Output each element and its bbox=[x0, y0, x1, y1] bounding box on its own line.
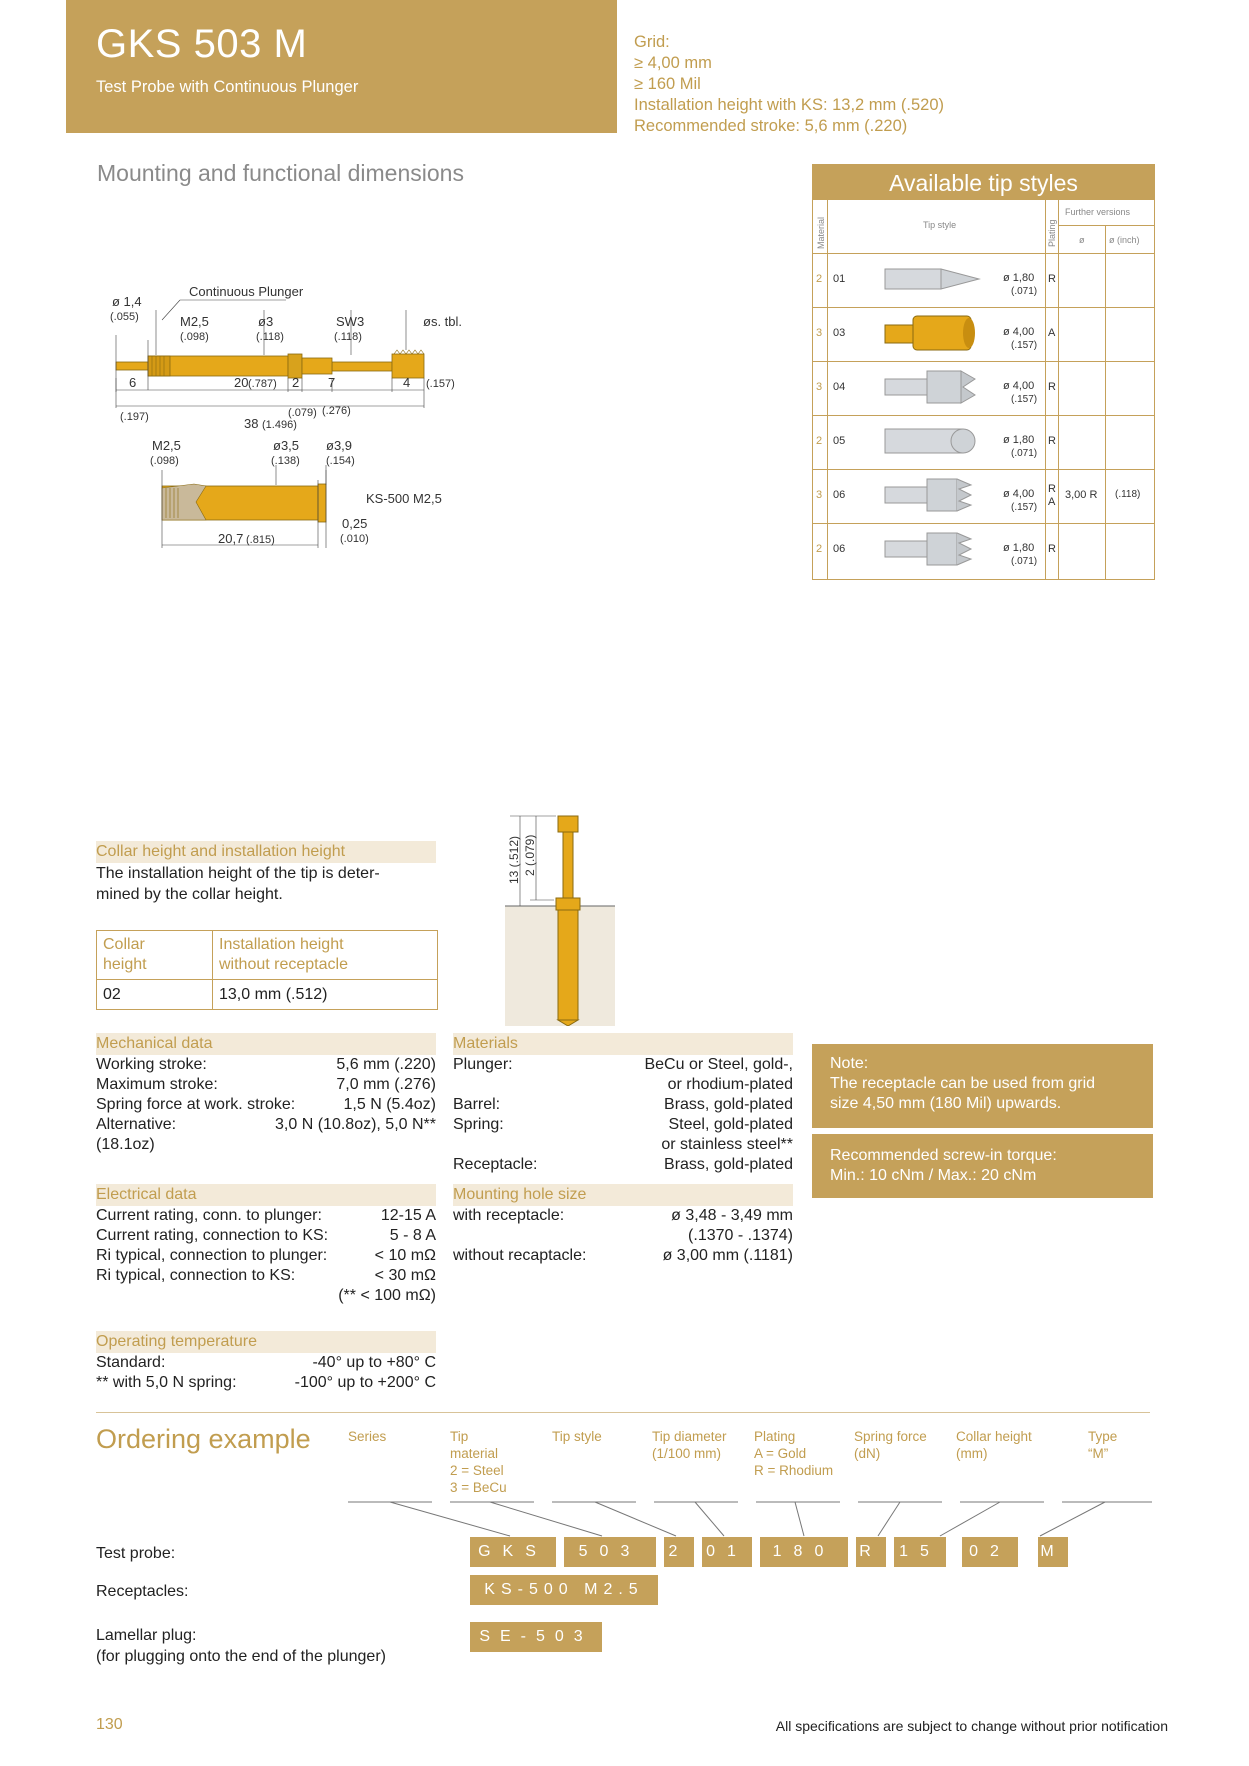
col-diam-inch: ø (inch) bbox=[1109, 235, 1140, 245]
elec-row: Ri typical, connection to plunger: < 10 mΩ bbox=[96, 1247, 436, 1264]
ordering-divider bbox=[96, 1412, 1150, 1413]
mounting-heading: Mounting hole size bbox=[453, 1184, 793, 1206]
product-title: GKS 503 M bbox=[96, 22, 308, 66]
tip-row-code: 06 bbox=[833, 543, 846, 555]
mat-row: Plunger: BeCu or Steel, gold-, bbox=[453, 1056, 793, 1073]
recommended-stroke: Recommended stroke: 5,6 mm (.220) bbox=[634, 117, 908, 135]
order-col-plating: Plating A = Gold R = Rhodium bbox=[754, 1429, 834, 1478]
tip-row-plating: R bbox=[1048, 543, 1056, 555]
dim-38-in: (1.496) bbox=[262, 419, 297, 431]
grid-info bbox=[634, 32, 944, 137]
label-continuous-plunger: Continuous Plunger bbox=[189, 284, 304, 299]
mat-row: Barrel: Brass, gold-plated bbox=[453, 1096, 793, 1113]
tip-row-code: 06 bbox=[833, 489, 846, 501]
tip-row-diam: ø 4,00 bbox=[1003, 326, 1035, 338]
tip-row-diam-in: (.071) bbox=[1011, 286, 1038, 297]
dim-h2: 2 (.079) bbox=[523, 834, 537, 876]
dim-20-in: (.787) bbox=[248, 378, 277, 390]
plunger-tip-shaft bbox=[116, 362, 148, 370]
dim-d14: ø 1,4 bbox=[112, 294, 142, 309]
page-number: 130 bbox=[96, 1716, 123, 1733]
code-plating: R bbox=[856, 1537, 886, 1567]
elec-row: Current rating, conn. to plunger: 12-15 A bbox=[96, 1207, 436, 1224]
tip-row-plating: R bbox=[1048, 435, 1056, 447]
product-subtitle: Test Probe with Continuous Plunger bbox=[96, 78, 359, 96]
mechanical-heading: Mechanical data bbox=[96, 1033, 436, 1055]
collar-th-2b: without receptacle bbox=[219, 956, 348, 973]
torque-line-1: Recommended screw-in torque: bbox=[830, 1147, 1057, 1164]
barrel-2 bbox=[302, 358, 332, 374]
code-collar: 02 bbox=[962, 1537, 1018, 1567]
tip-row-diam: ø 1,80 bbox=[1003, 542, 1035, 554]
tip-row-diam: ø 4,00 bbox=[1003, 380, 1035, 392]
order-col-spring-force: Spring force (dN) bbox=[854, 1429, 927, 1461]
tip-row-diam-in: (.071) bbox=[1011, 448, 1038, 459]
dim-7: 7 bbox=[328, 375, 336, 390]
tip-crown-image bbox=[883, 367, 983, 407]
mech-row: Working stroke: 5,6 mm (.220) bbox=[96, 1056, 436, 1073]
tip-row-code: 01 bbox=[833, 273, 846, 285]
tip-row-diam-in: (.157) bbox=[1011, 502, 1038, 513]
install-height: Installation height with KS: 13,2 mm (.520) bbox=[634, 96, 944, 114]
note-box bbox=[812, 1044, 1153, 1128]
plunger-rear-shaft bbox=[332, 362, 392, 371]
elec-row: Ri typical, connection to KS: < 30 mΩ bbox=[96, 1267, 436, 1284]
dim-6-in: (.197) bbox=[120, 411, 149, 423]
collar-value-height: 02 bbox=[103, 986, 121, 1003]
mech-row: Maximum stroke: 7,0 mm (.276) bbox=[96, 1076, 436, 1093]
electrical-heading: Electrical data bbox=[96, 1184, 436, 1206]
tip-row-plating: R bbox=[1048, 273, 1056, 285]
dim-sw3-in: (.118) bbox=[334, 331, 362, 343]
dim-r-d35-in: (.138) bbox=[271, 455, 300, 467]
elec-row: Current rating, connection to KS: 5 - 8 A bbox=[96, 1227, 436, 1244]
code-tip-style: 01 bbox=[702, 1537, 752, 1567]
grid-label: Grid: bbox=[634, 33, 670, 51]
order-col-series: Series bbox=[348, 1429, 387, 1444]
ordering-title: Ordering example bbox=[96, 1424, 311, 1454]
dim-r-025: 0,25 bbox=[342, 516, 368, 531]
collar-heading: Collar height and installation height bbox=[96, 841, 436, 863]
tip-row-diam: ø 4,00 bbox=[1003, 488, 1035, 500]
probe-drawing bbox=[96, 280, 496, 570]
mech-row: (18.1oz) bbox=[96, 1136, 155, 1153]
code-spring: 15 bbox=[894, 1537, 946, 1567]
tip-row-material: 3 bbox=[816, 489, 823, 501]
dim-2-in: (.079) bbox=[288, 407, 317, 419]
dim-sw3: SW3 bbox=[336, 314, 365, 329]
note-title: Note: bbox=[830, 1055, 869, 1072]
dim-r-207-in: (.815) bbox=[246, 534, 275, 546]
tip-row-material: 2 bbox=[816, 273, 823, 285]
tip-round-image bbox=[883, 423, 983, 459]
label-ks500: KS-500 M2,5 bbox=[366, 491, 442, 506]
code-material: 2 bbox=[664, 1537, 694, 1567]
note-line-2: size 4,50 mm (180 Mil) upwards. bbox=[830, 1095, 1062, 1112]
dim-m25-in: (.098) bbox=[180, 331, 209, 343]
tip-row-plating: A bbox=[1048, 327, 1056, 339]
dim-r-d39: ø3,9 bbox=[326, 438, 353, 453]
receptacle-collar bbox=[318, 484, 326, 522]
dim-m25: M2,5 bbox=[180, 314, 209, 329]
col-further: Further versions bbox=[1065, 207, 1131, 217]
order-col-collar-height: Collar height (mm) bbox=[956, 1429, 1032, 1461]
order-col-type: Type “M” bbox=[1088, 1429, 1118, 1461]
dim-2: 2 bbox=[292, 375, 300, 390]
dim-h13: 13 (.512) bbox=[507, 835, 521, 884]
tip-row-diam-in: (.157) bbox=[1011, 394, 1038, 405]
code-number: 503 bbox=[564, 1537, 656, 1567]
dim-r-025-in: (.010) bbox=[340, 533, 369, 545]
order-col-tip-style: Tip style bbox=[552, 1429, 602, 1444]
temp-row: ** with 5,0 N spring: -100° up to +200° C bbox=[96, 1374, 436, 1391]
mat-row: Spring: Steel, gold-plated bbox=[453, 1116, 793, 1133]
tip-row-plating: R A bbox=[1048, 483, 1056, 508]
torque-line-2: Min.: 10 cNm / Max.: 20 cNm bbox=[830, 1167, 1037, 1184]
receptacles-label: Receptacles: bbox=[96, 1583, 189, 1600]
installation-diagram bbox=[490, 812, 620, 1026]
code-series: GKS bbox=[470, 1537, 556, 1567]
mount-row: with receptacle: ø 3,48 - 3,49 mm bbox=[453, 1207, 793, 1224]
tip-row-material: 2 bbox=[816, 543, 823, 555]
thread-section bbox=[148, 356, 170, 376]
tip-row-plating: R bbox=[1048, 381, 1056, 393]
col-tip-style: Tip style bbox=[923, 220, 957, 230]
tip-row-further-diam-in: (.118) bbox=[1115, 489, 1141, 500]
torque-box bbox=[812, 1134, 1153, 1198]
grid-mm: ≥ 4,00 mm bbox=[634, 54, 712, 72]
dim-7-in: (.276) bbox=[322, 405, 351, 417]
order-col-tip-diameter: Tip diameter (1/100 mm) bbox=[652, 1429, 727, 1461]
mech-row: Spring force at work. stroke: 1,5 N (5.4oz) bbox=[96, 1096, 436, 1113]
dim-4: 4 bbox=[403, 375, 411, 390]
dim-38: 38 bbox=[244, 416, 259, 431]
dim-d3-in: (.118) bbox=[256, 331, 284, 343]
dim-d3: ø3 bbox=[258, 314, 274, 329]
mat-row: Receptacle: Brass, gold-plated bbox=[453, 1156, 793, 1173]
note-line-1: The receptacle can be used from grid bbox=[830, 1075, 1096, 1092]
tip-styles-table bbox=[812, 164, 1155, 580]
dim-stbl: øs. tbl. bbox=[423, 314, 463, 329]
col-material: Material bbox=[816, 216, 826, 249]
tip-serrated-small-image bbox=[883, 529, 983, 569]
collar-value-install: 13,0 mm (.512) bbox=[219, 986, 328, 1003]
tip-row-diam: ø 1,80 bbox=[1003, 434, 1035, 446]
tip-row-further-diam: 3,00 R bbox=[1065, 489, 1098, 501]
dim-r-d35: ø3,5 bbox=[273, 438, 300, 453]
lamellar-code: SE-503 bbox=[470, 1622, 602, 1652]
dim-20: 20 bbox=[234, 375, 249, 390]
collar-text-2: mined by the collar height. bbox=[96, 886, 283, 903]
order-col-tip-material: Tip material 2 = Steel 3 = BeCu bbox=[450, 1429, 507, 1495]
collar-th-1a: Collar bbox=[103, 936, 145, 953]
disclaimer: All specifications are subject to change without prior notification bbox=[775, 1718, 1168, 1734]
dim-r-m25: M2,5 bbox=[152, 438, 181, 453]
receptacle-code: KS-500 M2.5 bbox=[470, 1575, 658, 1605]
dim-r-d39-in: (.154) bbox=[326, 455, 355, 467]
tip-row-material: 3 bbox=[816, 327, 823, 339]
collar-text-1: The installation height of the tip is deter- bbox=[96, 865, 380, 882]
tip-serrated-image bbox=[883, 475, 983, 515]
temperature-heading: Operating temperature bbox=[96, 1331, 436, 1353]
collar-th-2a: Installation height bbox=[219, 936, 344, 953]
code-type: M bbox=[1038, 1537, 1068, 1567]
tip-row-diam-in: (.071) bbox=[1011, 556, 1038, 567]
lamellar-label: Lamellar plug: bbox=[96, 1627, 197, 1644]
tip-row-code: 04 bbox=[833, 381, 846, 393]
collar-th-1b: height bbox=[103, 956, 147, 973]
col-plating: Plating bbox=[1047, 219, 1057, 247]
tip-row-code: 03 bbox=[833, 327, 846, 339]
grid-mil: ≥ 160 Mil bbox=[634, 75, 701, 93]
collar-table bbox=[96, 930, 438, 1010]
dim-r-207: 20,7 bbox=[218, 531, 244, 546]
lamellar-sub: (for plugging onto the end of the plunger) bbox=[96, 1648, 386, 1665]
mech-row: Alternative: 3,0 N (10.8oz), 5,0 N** bbox=[96, 1116, 436, 1133]
dim-6: 6 bbox=[129, 375, 137, 390]
tip-row-diam-in: (.157) bbox=[1011, 340, 1038, 351]
temp-row: Standard: -40° up to +80° C bbox=[96, 1354, 436, 1371]
col-diam: ø bbox=[1079, 235, 1085, 245]
dim-d14-in: (.055) bbox=[110, 311, 139, 323]
tip-row-code: 05 bbox=[833, 435, 846, 447]
dim-r-m25-in: (.098) bbox=[150, 455, 179, 467]
section-title: Mounting and functional dimensions bbox=[97, 160, 464, 186]
tip-row-material: 2 bbox=[816, 435, 823, 447]
tip-styles-title: Available tip styles bbox=[813, 165, 1154, 200]
code-diameter: 180 bbox=[760, 1537, 848, 1567]
ordering-connectors bbox=[340, 1498, 1160, 1540]
mount-row: without recaptacle: ø 3,00 mm (.1181) bbox=[453, 1247, 793, 1264]
tip-cup-image bbox=[883, 313, 983, 353]
tip-row-diam: ø 1,80 bbox=[1003, 272, 1035, 284]
tip-pointed-image bbox=[883, 261, 983, 297]
materials-heading: Materials bbox=[453, 1033, 793, 1055]
tip-row-material: 3 bbox=[816, 381, 823, 393]
test-probe-label: Test probe: bbox=[96, 1545, 176, 1562]
dim-4-in: (.157) bbox=[426, 378, 455, 390]
